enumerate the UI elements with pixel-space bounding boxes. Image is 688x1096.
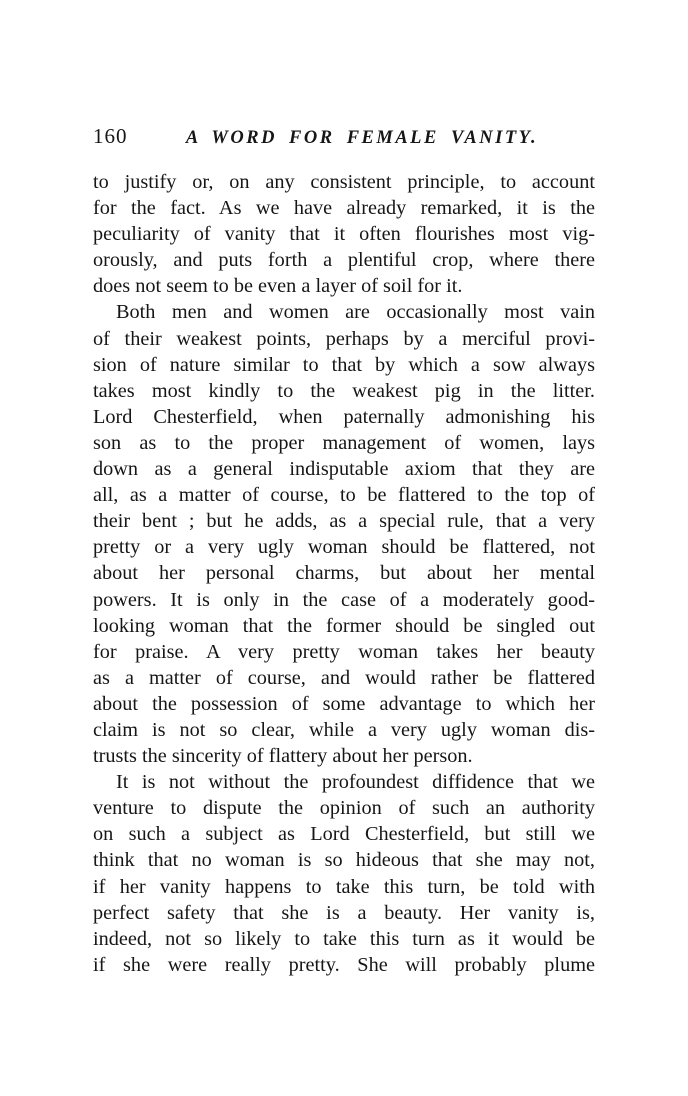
- text-line: trusts the sincerity of flattery about her person.: [93, 745, 473, 768]
- text-line: for the fact. As we have already remarked, it is the: [93, 197, 595, 220]
- text-line: indeed, not so likely to take this turn as it would be: [93, 927, 595, 950]
- text-line: venture to dispute the opinion of such an authority: [93, 797, 595, 820]
- text-line: their bent ; but he adds, as a special rule, that a very: [93, 510, 595, 533]
- page-number: 160: [93, 124, 128, 148]
- paragraph: [93, 299, 595, 769]
- running-title: A WORD FOR FEMALE VANITY.: [185, 128, 539, 148]
- text-line: It is not without the profoundest diffidence that we: [116, 771, 595, 794]
- text-line: peculiarity of vanity that it often flourishes most vig-: [93, 223, 595, 246]
- text-line: if her vanity happens to take this turn, be told with: [93, 875, 595, 898]
- text-line: Lord Chesterfield, when paternally admonishing his: [93, 405, 595, 428]
- text-line: orously, and puts forth a plentiful crop, where there: [93, 249, 595, 272]
- paragraph: [93, 169, 595, 299]
- body-text: [93, 169, 595, 978]
- text-line: of their weakest points, perhaps by a merciful provi-: [93, 327, 595, 350]
- running-header: [93, 124, 595, 149]
- text-line: powers. It is only in the case of a moderately good-: [93, 588, 595, 611]
- text-line: if she were really pretty. She will probably plume: [93, 953, 595, 976]
- text-line: to justify or, on any consistent principle, to account: [93, 171, 595, 193]
- text-line: looking woman that the former should be singled out: [93, 614, 595, 637]
- text-line: as a matter of course, and would rather be flattered: [93, 666, 595, 689]
- text-line: perfect safety that she is a beauty. Her vanity is,: [93, 901, 595, 924]
- text-line: son as to the proper management of women, lays: [93, 431, 595, 454]
- text-line: about her personal charms, but about her mental: [93, 562, 595, 585]
- text-line: claim is not so clear, while a very ugly woman dis-: [93, 718, 595, 741]
- paragraph: [93, 769, 595, 978]
- text-line: pretty or a very ugly woman should be flattered, not: [93, 536, 595, 559]
- text-line: about the possession of some advantage to which her: [93, 692, 595, 715]
- text-line: does not seem to be even a layer of soil for it.: [93, 275, 463, 298]
- text-line: for praise. A very pretty woman takes her beauty: [93, 640, 595, 663]
- text-line: sion of nature similar to that by which a sow always: [93, 353, 595, 376]
- text-line: all, as a matter of course, to be flattered to the top of: [93, 484, 595, 507]
- text-line: Both men and women are occasionally most vain: [116, 301, 595, 324]
- text-line: takes most kindly to the weakest pig in the litter.: [93, 379, 595, 402]
- text-line: think that no woman is so hideous that she may not,: [93, 849, 595, 872]
- text-line: on such a subject as Lord Chesterfield, but still we: [93, 823, 595, 846]
- text-line: down as a general indisputable axiom that they are: [93, 458, 595, 481]
